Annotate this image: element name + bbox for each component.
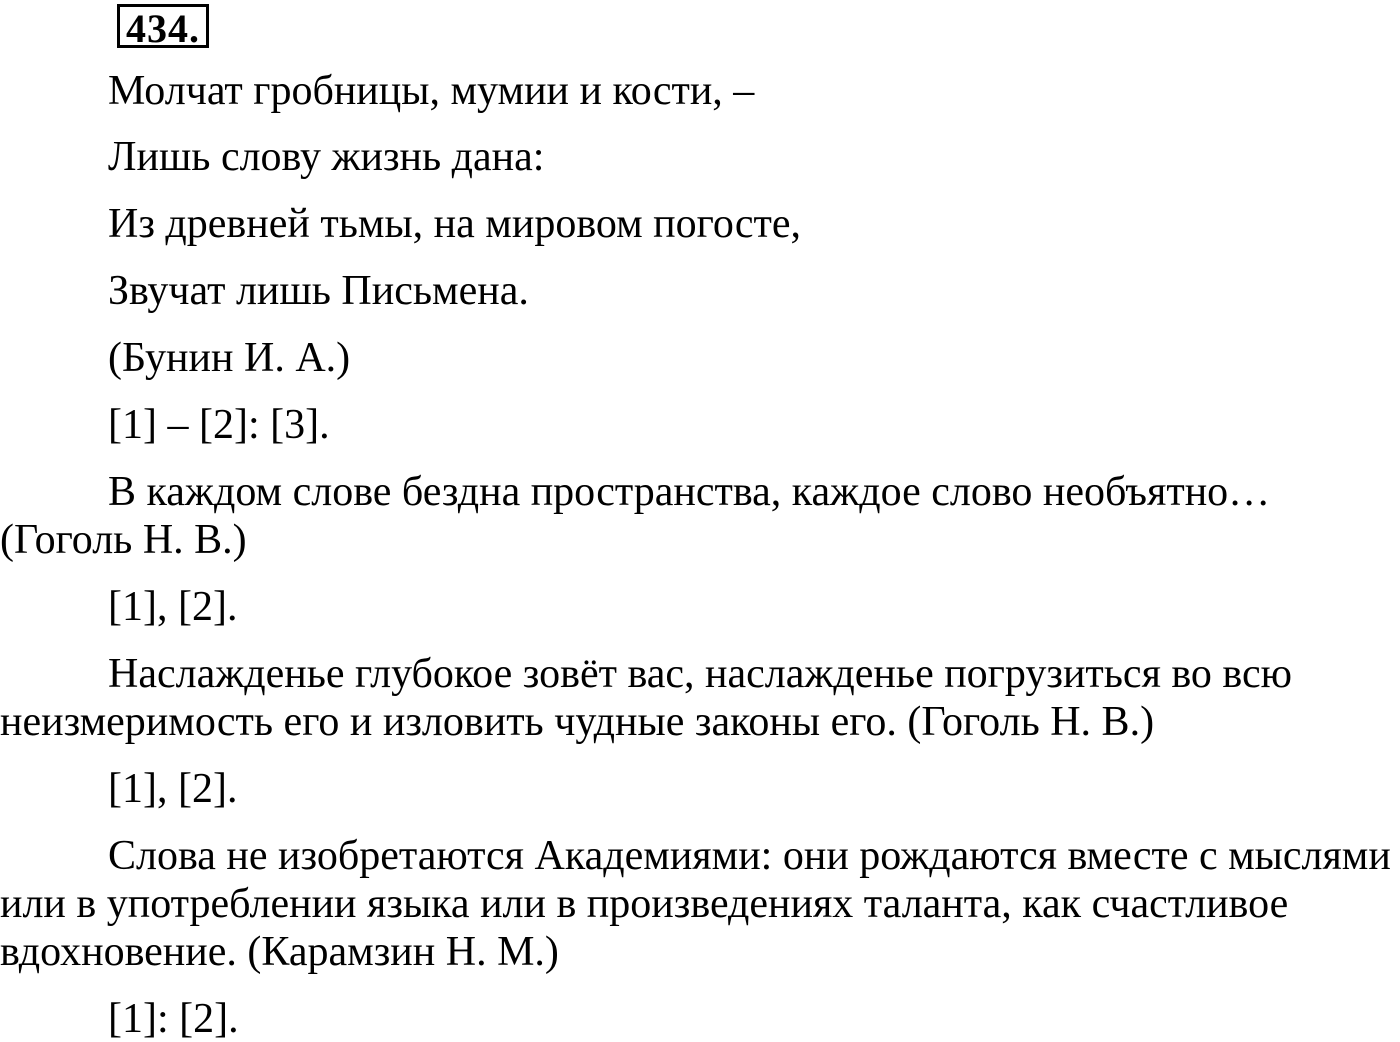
example-2-scheme: [1], [2]. [108,766,238,812]
poem-author: (Бунин И. А.) [108,335,351,381]
example-3-line-2: или в употреблении языка или в произведениях таланта, как счастливое [0,881,1289,927]
poem-line-3: Из древней тьмы, на мировом погосте, [108,201,801,247]
example-2-line-2: неизмеримость его и изловить чудные законы его. (Гоголь Н. В.) [0,699,1155,745]
example-2-line-1: Наслажденье глубокое зовёт вас, наслажденье погрузиться во всю [108,651,1293,697]
poem-scheme: [1] – [2]: [3]. [108,402,330,448]
example-1-line-1: В каждом слове бездна пространства, каждое слово необъятно… [108,469,1271,515]
example-3-scheme: [1]: [2]. [108,996,239,1042]
example-1-scheme: [1], [2]. [108,584,238,630]
poem-line-4: Звучат лишь Письмена. [108,268,529,314]
exercise-number: 434. [117,4,209,48]
example-3-line-3: вдохновение. (Карамзин Н. М.) [0,929,559,975]
poem-line-1: Молчат гробницы, мумии и кости, – [108,68,755,114]
example-1-line-2: (Гоголь Н. В.) [0,517,247,563]
poem-line-2: Лишь слову жизнь дана: [108,134,545,180]
example-3-line-1: Слова не изобретаются Академиями: они рождаются вместе с мыслями [108,833,1391,879]
